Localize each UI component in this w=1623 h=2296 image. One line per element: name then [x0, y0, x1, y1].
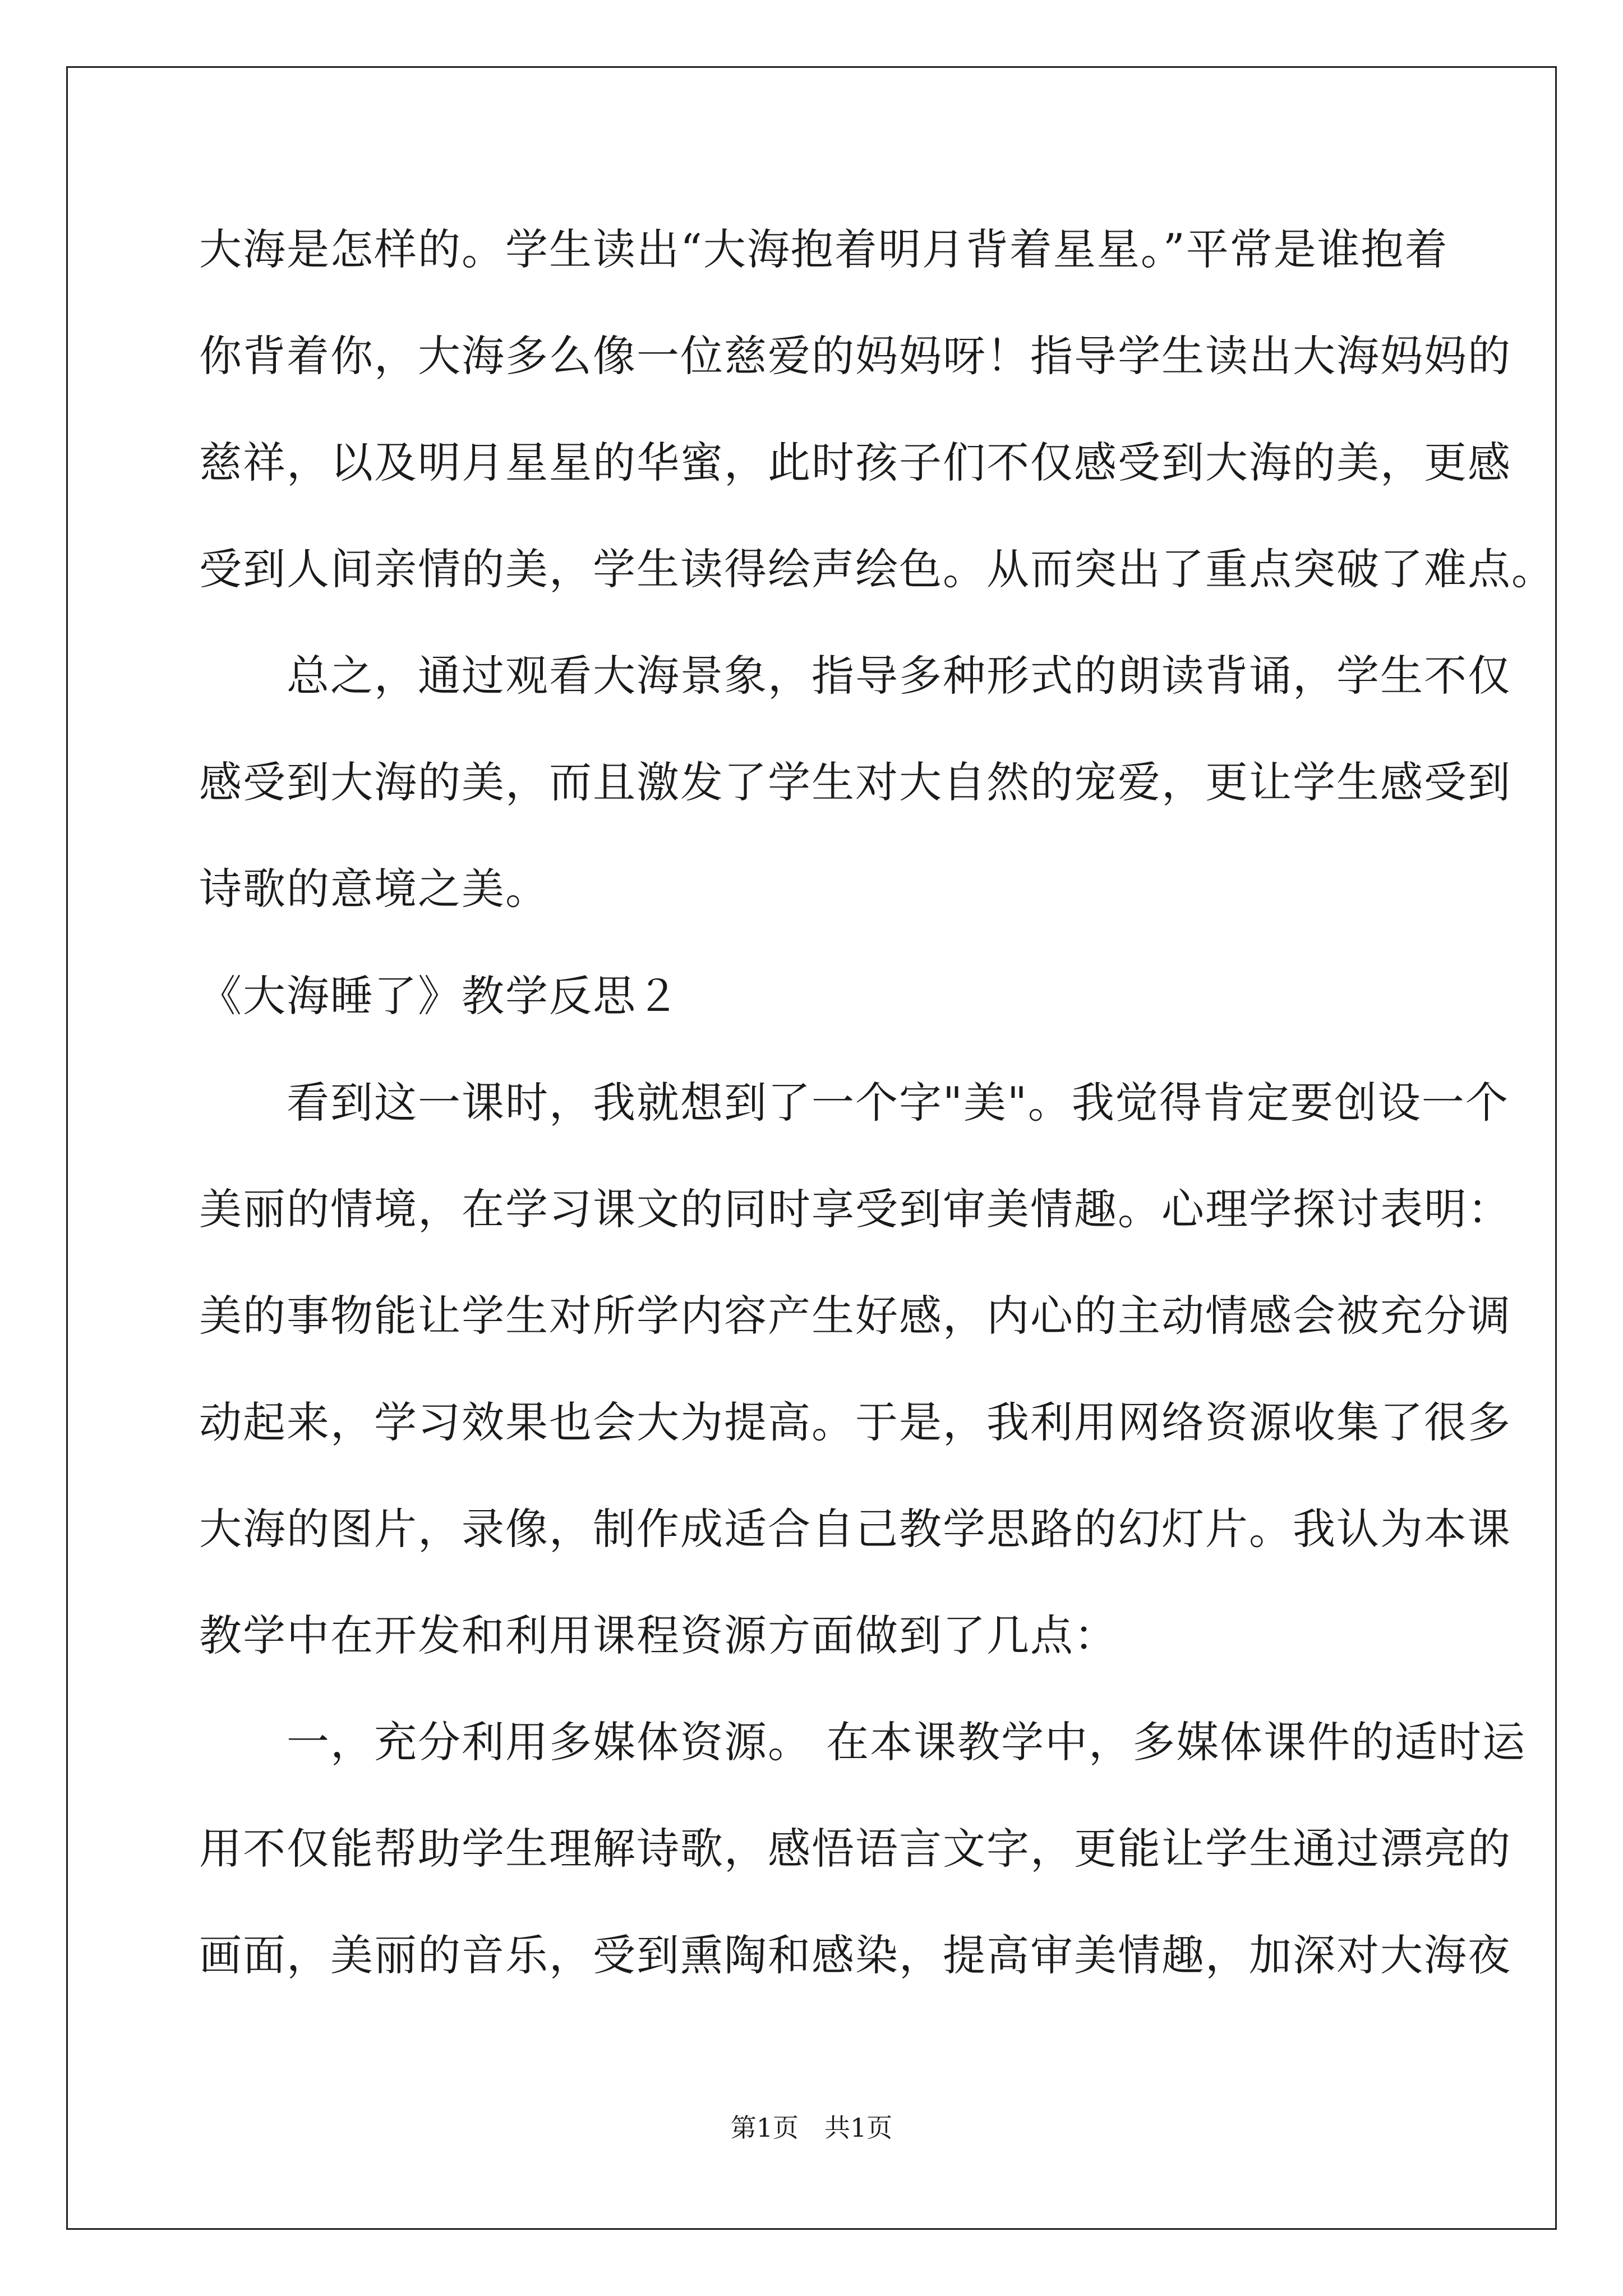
- text-line: 你背着你，大海多么像一位慈爱的妈妈呀！指导学生读出大海妈妈的: [199, 331, 1511, 381]
- text-line: 总之，通过观看大海景象，指导多种形式的朗读背诵，学生不仅: [199, 651, 1511, 701]
- text-line: 画面，美丽的音乐，受到熏陶和感染，提高审美情趣，加深对大海夜: [199, 1930, 1511, 1980]
- text-line: 慈祥，以及明月星星的华蜜，此时孩子们不仅感受到大海的美，更感: [199, 438, 1511, 487]
- section-heading: 《大海睡了》教学反思２: [199, 971, 680, 1021]
- page-number: 第1页: [730, 2113, 799, 2143]
- page-border: [66, 66, 1557, 2230]
- page-total: 共1页: [824, 2113, 893, 2143]
- text-line: 受到人间亲情的美，学生读得绘声绘色。从而突出了重点突破了难点。: [199, 544, 1555, 594]
- text-line: 看到这一课时，我就想到了一个字"美"。我觉得肯定要创设一个: [199, 1078, 1509, 1128]
- text-line: 教学中在开发和利用课程资源方面做到了几点：: [199, 1611, 1118, 1660]
- text-line: 美的事物能让学生对所学内容产生好感，内心的主动情感会被充分调: [199, 1291, 1511, 1341]
- text-line: 诗歌的意境之美。: [199, 864, 549, 914]
- text-line: 大海是怎样的。学生读出“大海抱着明月背着星星。”平常是谁抱着: [199, 224, 1449, 274]
- text-line: 感受到大海的美，而且激发了学生对大自然的宠爱，更让学生感受到: [199, 757, 1511, 807]
- text-line: 一，充分利用多媒体资源。 在本课教学中，多媒体课件的适时运: [199, 1717, 1527, 1767]
- text-line: 动起来，学习效果也会大为提高。于是，我利用网络资源收集了很多: [199, 1397, 1511, 1447]
- text-line: 用不仅能帮助学生理解诗歌，感悟语言文字，更能让学生通过漂亮的: [199, 1824, 1511, 1874]
- text-line: 大海的图片，录像，制作成适合自己教学思路的幻灯片。我认为本课: [199, 1504, 1511, 1554]
- page-footer: [0, 2111, 1623, 2145]
- text-line: 美丽的情境，在学习课文的同时享受到审美情趣。心理学探讨表明：: [199, 1184, 1511, 1234]
